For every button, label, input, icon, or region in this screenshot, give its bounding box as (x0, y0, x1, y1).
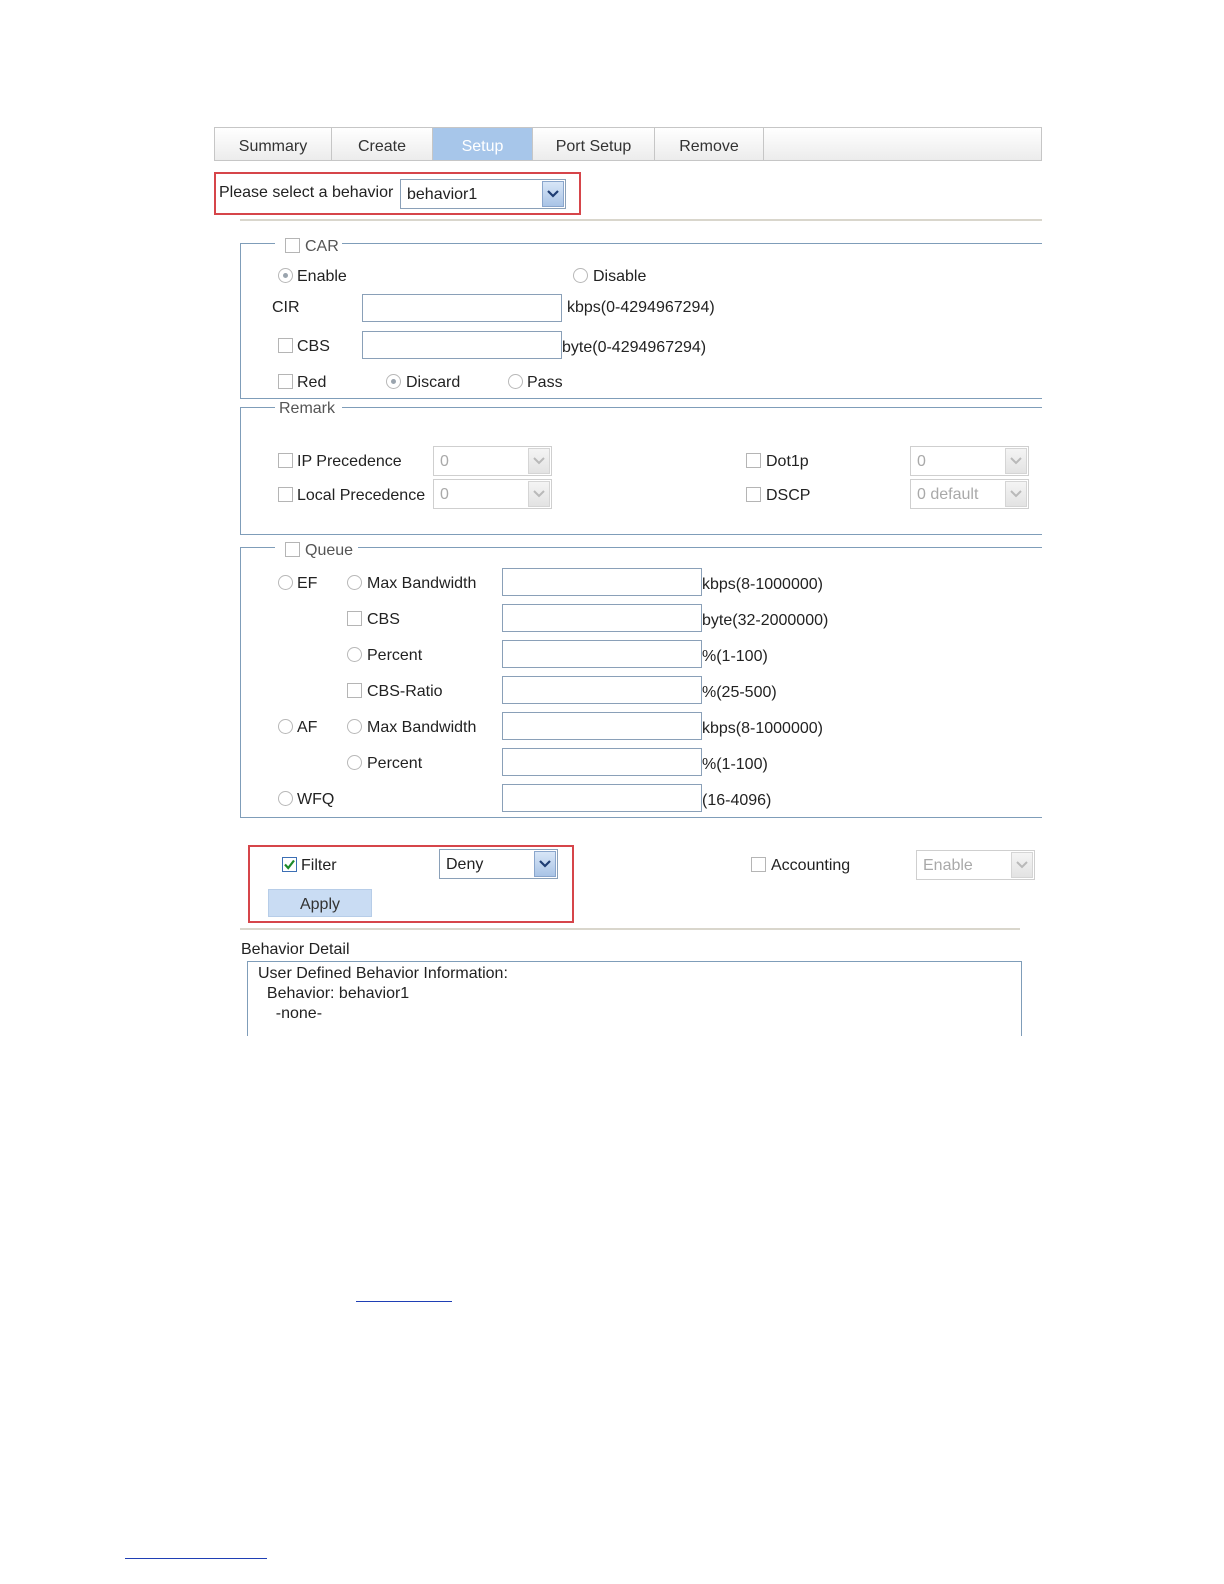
tab-setup[interactable]: Setup (433, 128, 533, 160)
remark-group-bottom (240, 534, 1042, 535)
checkmark-icon (283, 858, 296, 871)
wfq-radio[interactable] (278, 791, 293, 806)
cir-hint: kbps(0-4294967294) (567, 299, 715, 316)
ip-precedence-label: IP Precedence (297, 453, 402, 470)
cbs-hint: byte(0-4294967294) (562, 339, 707, 356)
ip-precedence-select[interactable] (433, 446, 552, 476)
dscp-select[interactable] (910, 479, 1029, 509)
af-percent-radio[interactable] (347, 755, 362, 770)
link-underline[interactable] (356, 1301, 452, 1302)
ip-precedence-checkbox[interactable] (278, 453, 293, 468)
chevron-down-icon[interactable] (528, 481, 550, 507)
tab-port-setup[interactable]: Port Setup (533, 128, 655, 160)
filter-label: Filter (301, 857, 337, 874)
af-percent-input[interactable] (502, 748, 702, 776)
car-group-bottom (240, 398, 1042, 399)
accounting-value: Enable (923, 857, 973, 874)
af-radio[interactable] (278, 719, 293, 734)
ef-cbs-hint: byte(32-2000000) (702, 612, 829, 629)
af-label: AF (297, 719, 318, 736)
accounting-label: Accounting (771, 857, 851, 874)
wfq-hint: (16-4096) (702, 792, 772, 809)
ef-max-bandwidth-hint: kbps(8-1000000) (702, 576, 823, 593)
discard-label: Discard (406, 374, 461, 391)
cir-label: CIR (272, 299, 300, 316)
local-precedence-select[interactable] (433, 479, 552, 509)
tab-remove[interactable]: Remove (655, 128, 764, 160)
ef-percent-input[interactable] (502, 640, 702, 668)
ef-percent-radio[interactable] (347, 647, 362, 662)
tab-create[interactable]: Create (332, 128, 433, 160)
ef-percent-hint: %(1-100) (702, 648, 768, 665)
remark-group-border (240, 407, 275, 408)
dscp-label: DSCP (766, 487, 811, 504)
filter-select[interactable] (439, 849, 558, 879)
af-max-bandwidth-label: Max Bandwidth (367, 719, 477, 736)
accounting-select[interactable] (916, 850, 1035, 880)
car-group-left (240, 243, 241, 399)
remark-group-left (240, 407, 241, 535)
behavior-select-value: behavior1 (407, 186, 478, 203)
queue-checkbox[interactable] (285, 542, 300, 557)
cir-input[interactable] (362, 294, 562, 322)
remark-title: Remark (279, 400, 336, 417)
apply-button[interactable]: Apply (268, 889, 372, 917)
dscp-value: 0 default (917, 486, 979, 503)
chevron-down-icon[interactable] (542, 181, 564, 207)
filter-value: Deny (446, 856, 484, 873)
dot1p-label: Dot1p (766, 453, 809, 470)
ef-cbs-ratio-input[interactable] (502, 676, 702, 704)
ef-radio[interactable] (278, 575, 293, 590)
ef-label: EF (297, 575, 318, 592)
remark-group-border-right (342, 407, 1042, 408)
ef-cbs-ratio-checkbox[interactable] (347, 683, 362, 698)
queue-group-left (240, 547, 241, 818)
tab-bar (214, 127, 1042, 161)
behavior-select[interactable] (400, 179, 566, 209)
car-group-border-right (342, 243, 1042, 244)
af-max-bandwidth-hint: kbps(8-1000000) (702, 720, 823, 737)
queue-group-border-right (358, 547, 1042, 548)
tab-summary[interactable]: Summary (215, 128, 332, 160)
dscp-checkbox[interactable] (746, 487, 761, 502)
ef-cbs-input[interactable] (502, 604, 702, 632)
ip-precedence-value: 0 (440, 453, 449, 470)
pass-radio[interactable] (508, 374, 523, 389)
chevron-down-icon[interactable] (534, 851, 556, 877)
car-enable-radio[interactable] (278, 268, 293, 283)
detail-line: -none- (258, 1005, 323, 1022)
pass-label: Pass (527, 374, 563, 391)
cbs-label: CBS (297, 338, 330, 355)
accounting-checkbox[interactable] (751, 857, 766, 872)
behavior-detail-box (247, 961, 1022, 1036)
discard-radio[interactable] (386, 374, 401, 389)
ef-cbs-ratio-label: CBS-Ratio (367, 683, 443, 700)
red-label: Red (297, 374, 327, 391)
car-title: CAR (305, 238, 339, 255)
af-max-bandwidth-radio[interactable] (347, 719, 362, 734)
queue-group-border (240, 547, 275, 548)
af-percent-hint: %(1-100) (702, 756, 768, 773)
car-checkbox[interactable] (285, 238, 300, 253)
chevron-down-icon[interactable] (1005, 481, 1027, 507)
local-precedence-label: Local Precedence (297, 487, 426, 504)
ef-cbs-label: CBS (367, 611, 400, 628)
local-precedence-checkbox[interactable] (278, 487, 293, 502)
queue-group-bottom (240, 817, 1042, 818)
ef-max-bandwidth-label: Max Bandwidth (367, 575, 477, 592)
car-enable-label: Enable (297, 268, 347, 285)
footnote-underline (125, 1558, 267, 1559)
detail-line: Behavior: behavior1 (258, 985, 410, 1002)
chevron-down-icon[interactable] (1011, 852, 1033, 878)
queue-title: Queue (305, 542, 354, 559)
filter-checkbox[interactable] (282, 857, 297, 872)
af-max-bandwidth-input[interactable] (502, 712, 702, 740)
ef-max-bandwidth-radio[interactable] (347, 575, 362, 590)
divider (240, 219, 1042, 221)
divider (240, 928, 1020, 930)
car-disable-label: Disable (593, 268, 647, 285)
chevron-down-icon[interactable] (528, 448, 550, 474)
dot1p-select[interactable] (910, 446, 1029, 476)
ef-max-bandwidth-input[interactable] (502, 568, 702, 596)
red-checkbox[interactable] (278, 374, 293, 389)
car-group-border (240, 243, 275, 244)
wfq-input[interactable] (502, 784, 702, 812)
ef-percent-label: Percent (367, 647, 423, 664)
cbs-input[interactable] (362, 331, 562, 359)
detail-line: User Defined Behavior Information: (258, 965, 508, 982)
behavior-detail-title: Behavior Detail (241, 941, 350, 958)
ef-cbs-checkbox[interactable] (347, 611, 362, 626)
af-percent-label: Percent (367, 755, 423, 772)
ef-cbs-ratio-hint: %(25-500) (702, 684, 777, 701)
dot1p-checkbox[interactable] (746, 453, 761, 468)
car-disable-radio[interactable] (573, 268, 588, 283)
behavior-select-label: Please select a behavior (219, 184, 394, 201)
local-precedence-value: 0 (440, 486, 449, 503)
wfq-label: WFQ (297, 791, 335, 808)
dot1p-value: 0 (917, 453, 926, 470)
chevron-down-icon[interactable] (1005, 448, 1027, 474)
cbs-checkbox[interactable] (278, 338, 293, 353)
